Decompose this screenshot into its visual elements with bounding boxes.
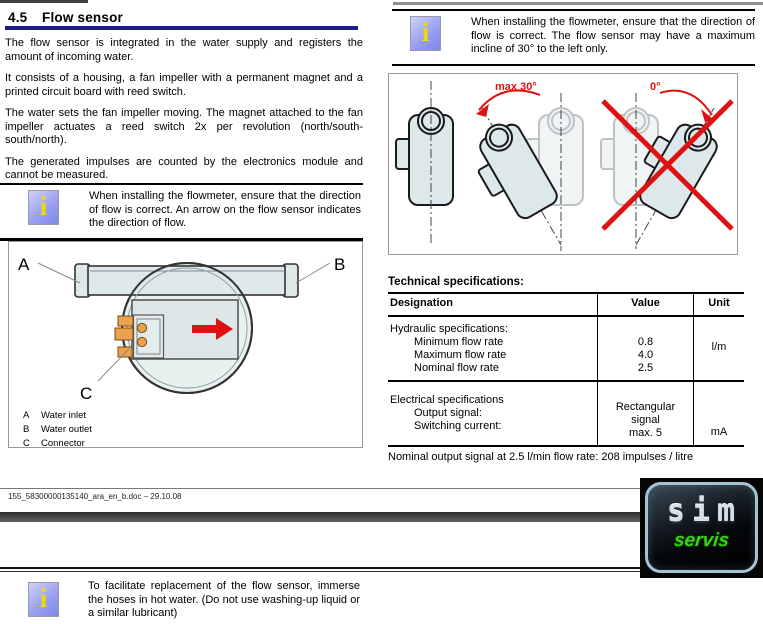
table-row xyxy=(388,317,744,382)
legend-key: B xyxy=(23,424,30,435)
info-note-right xyxy=(392,9,755,66)
logo-text-sim: sim xyxy=(666,494,743,529)
diagram-label-a: A xyxy=(18,255,30,274)
diagram-label-c: C xyxy=(80,384,93,403)
value-line: 4.0 xyxy=(637,349,654,361)
top-left-bar xyxy=(0,0,88,3)
value-line: 2.5 xyxy=(637,362,654,374)
value-line: max. 5 xyxy=(628,427,662,439)
body-paragraphs xyxy=(5,37,363,191)
logo-frame xyxy=(645,482,758,573)
nominal-output-note: Nominal output signal at 2.5 l/min flow rate: 208 impulses / litre xyxy=(388,451,694,463)
designation-item: Maximum flow rate xyxy=(414,349,507,361)
document-id: 155_58300000135140_ara_en_b.doc – 29.10.08 xyxy=(8,492,182,501)
paragraph: It consists of a housing, a fan impeller with a permanent magnet and a printed circuit board with reed switch. xyxy=(5,72,363,98)
diagram-label-b: B xyxy=(334,255,346,274)
designation-heading: Hydraulic specifications: xyxy=(390,323,508,335)
connector-housing xyxy=(134,315,164,358)
designation-item: Output signal: xyxy=(414,407,482,419)
info-icon-glyph: i xyxy=(39,583,48,613)
table-header-row xyxy=(388,294,744,317)
zero-angle-label: 0° xyxy=(650,81,661,93)
designation-item: Nominal flow rate xyxy=(414,362,499,374)
col-header-unit: Unit xyxy=(693,294,744,315)
bottom-rule-thick xyxy=(0,567,640,569)
info-note-left xyxy=(0,183,363,241)
section-number: 4.5 xyxy=(8,10,28,25)
heading-underline xyxy=(5,26,358,30)
footer-rule xyxy=(0,488,640,489)
cell-value xyxy=(597,317,693,380)
bottom-rule-thin xyxy=(0,571,640,572)
cell-designation xyxy=(388,317,597,380)
info-icon-glyph: i xyxy=(421,17,430,47)
info-note-text: When installing the flowmeter, ensure that the direction of flow is correct. The flow sensor may have a maximum incline of 30° to the left only. xyxy=(471,16,755,55)
legend-label: Connector xyxy=(41,438,85,448)
legend-label: Water inlet xyxy=(41,410,87,421)
table-row xyxy=(388,382,744,445)
info-icon xyxy=(28,190,59,225)
value-line: signal xyxy=(631,414,660,426)
designation-item: Minimum flow rate xyxy=(414,336,504,348)
flow-sensor-diagram xyxy=(8,241,363,448)
water-pipe xyxy=(75,264,298,297)
cell-unit: mA xyxy=(693,382,744,445)
incline-diagram xyxy=(388,73,738,255)
section-heading xyxy=(8,10,123,25)
max-angle-label: max 30° xyxy=(495,81,537,93)
info-icon xyxy=(410,16,441,51)
bottom-note-text: To facilitate replacement of the flow sensor, immerse the hoses in hot water. (Do not use washing-up liquid or a similar lubricant) xyxy=(88,580,360,619)
cell-unit: l/m xyxy=(693,317,744,380)
paragraph: The generated impulses are counted by the electronics module and cannot be measured. xyxy=(5,155,363,181)
cell-designation xyxy=(388,382,597,445)
designation-item: Switching current: xyxy=(414,420,502,432)
value-line: Rectangular xyxy=(615,401,676,413)
paragraph: The flow sensor is integrated in the water supply and registers the amount of incoming water. xyxy=(5,37,363,63)
value-line: 0.8 xyxy=(637,336,654,348)
legend-key: C xyxy=(23,438,30,448)
legend-label: Water outlet xyxy=(41,424,92,435)
info-note-text: When installing the flowmeter, ensure that the direction of flow is correct. An arrow on the flow sensor indicates the direction of flow. xyxy=(89,190,361,229)
cell-value xyxy=(597,382,693,445)
specs-title: Technical specifications: xyxy=(388,276,524,288)
info-icon xyxy=(28,582,59,617)
sim-servis-logo xyxy=(640,478,763,578)
col-header-value: Value xyxy=(597,294,693,315)
legend-key: A xyxy=(23,410,30,421)
col-header-designation: Designation xyxy=(390,297,453,309)
logo-text-servis: servis xyxy=(672,530,731,551)
section-title: Flow sensor xyxy=(42,10,123,25)
info-icon-glyph: i xyxy=(39,191,48,221)
specs-table xyxy=(388,292,744,447)
designation-heading: Electrical specifications xyxy=(390,394,504,406)
top-right-bar xyxy=(393,2,763,5)
paragraph: The water sets the fan impeller moving. The magnet attached to the fan impeller actuates a reed switch 2x per revolution (north/south-south/north). xyxy=(5,107,363,146)
